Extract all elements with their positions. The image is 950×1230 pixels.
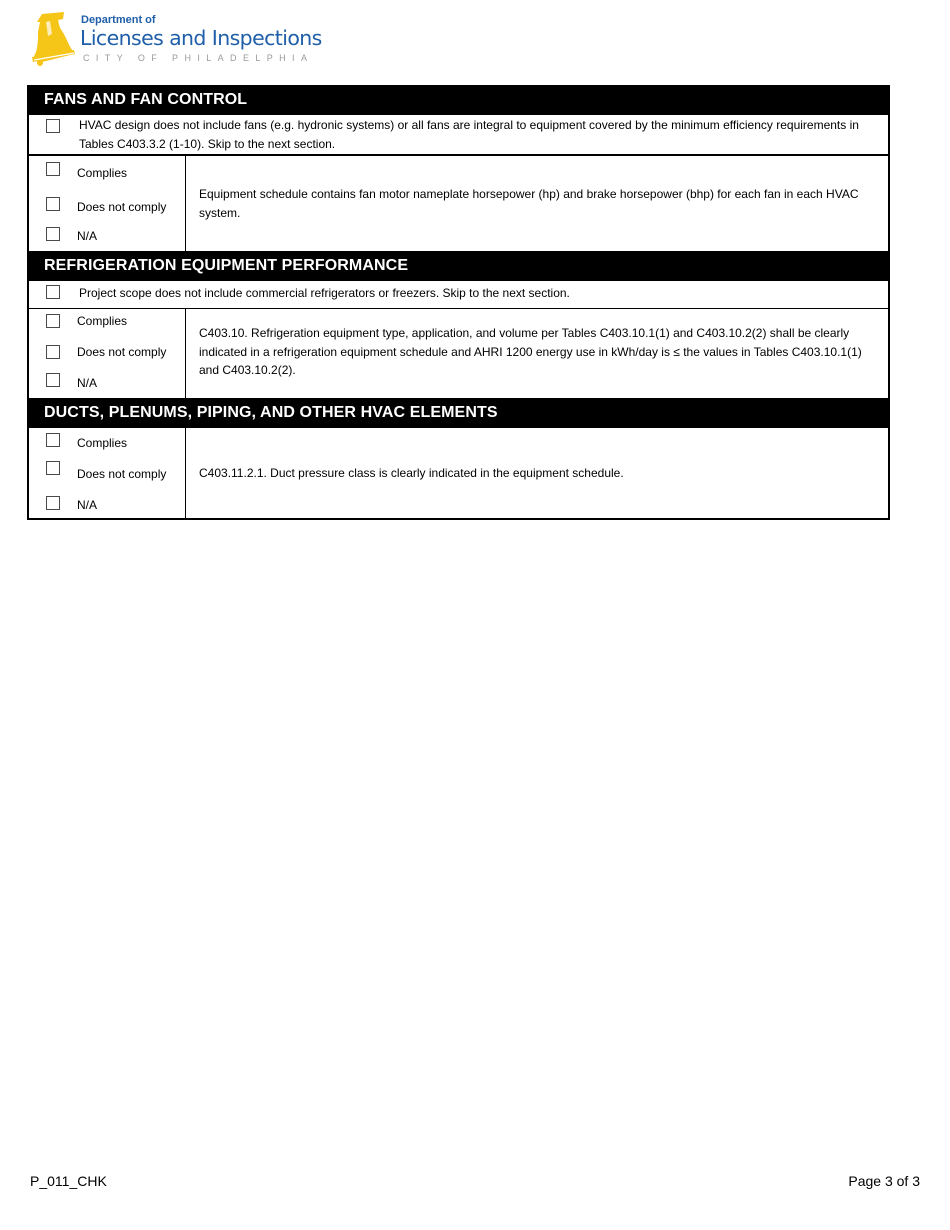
options-fans xyxy=(29,156,186,251)
option-does-not-comply-fans[interactable] xyxy=(46,197,166,214)
liberty-bell-icon xyxy=(28,10,78,66)
label-na: N/A xyxy=(77,498,98,512)
label-complies: Complies xyxy=(77,166,128,180)
option-na-fans[interactable] xyxy=(46,227,97,243)
label-complies: Complies xyxy=(77,314,128,328)
checkbox-complies[interactable] xyxy=(46,314,60,328)
option-complies-ducts[interactable] xyxy=(46,433,127,450)
label-na: N/A xyxy=(77,376,98,390)
options-refrigeration xyxy=(29,309,186,398)
checkbox-complies[interactable] xyxy=(46,433,60,447)
option-complies-fans[interactable] xyxy=(46,162,127,180)
item-text-fans: Equipment schedule contains fan motor nameplate horsepower (hp) and brake horsepower (bhp) for each fan in each HVAC system. xyxy=(199,187,859,220)
footer-page-number: Page 3 of 3 xyxy=(848,1173,920,1189)
section-header-refrigeration: REFRIGERATION EQUIPMENT PERFORMANCE xyxy=(29,251,888,281)
option-complies-refrigeration[interactable] xyxy=(46,314,127,328)
checkbox-na[interactable] xyxy=(46,373,60,387)
logo-department-text: Department of xyxy=(81,14,156,26)
item-row-refrigeration xyxy=(29,309,888,398)
item-row-ducts xyxy=(29,428,888,518)
label-na: N/A xyxy=(77,229,98,243)
option-does-not-comply-ducts[interactable] xyxy=(46,461,166,481)
label-does-not-comply: Does not comply xyxy=(77,200,167,214)
checkbox-complies[interactable] xyxy=(46,162,60,176)
option-na-refrigeration[interactable] xyxy=(46,373,97,390)
skip-text-refrigeration: Project scope does not include commercial refrigerators or freezers. Skip to the next section. xyxy=(79,286,570,300)
li-logo xyxy=(28,8,328,68)
logo-title-text: Licenses and Inspections xyxy=(80,26,322,50)
item-text-ducts: C403.11.2.1. Duct pressure class is clearly indicated in the equipment schedule. xyxy=(199,465,624,480)
label-does-not-comply: Does not comply xyxy=(77,345,167,359)
option-does-not-comply-refrigeration[interactable] xyxy=(46,345,166,359)
options-ducts xyxy=(29,428,186,518)
option-na-ducts[interactable] xyxy=(46,496,97,512)
item-row-fans xyxy=(29,156,888,251)
label-does-not-comply: Does not comply xyxy=(77,467,167,481)
footer-form-id: P_011_CHK xyxy=(30,1173,107,1189)
section-header-fans: FANS AND FAN CONTROL xyxy=(29,85,888,115)
item-text-refrigeration: C403.10. Refrigeration equipment type, application, and volume per Tables C403.10.1(1) and C403.10.2(2) shall be clearly indicated in a refrigeration equipment schedule and AHRI 1200 energy use in kWh/day is ≤ the values in Tables C403.10.1(1) and C403.10.2(2). xyxy=(199,326,862,377)
checkbox-na[interactable] xyxy=(46,227,60,241)
label-complies: Complies xyxy=(77,436,128,450)
hvac-checklist-form xyxy=(27,85,890,520)
skip-row-refrigeration xyxy=(29,281,888,309)
checkbox-na[interactable] xyxy=(46,496,60,510)
skip-checkbox-refrigeration[interactable] xyxy=(46,285,60,299)
checkbox-does-not-comply[interactable] xyxy=(46,461,60,475)
skip-row-fans xyxy=(29,115,888,156)
skip-checkbox-fans[interactable] xyxy=(46,119,60,133)
section-header-ducts: DUCTS, PLENUMS, PIPING, AND OTHER HVAC ELEMENTS xyxy=(29,398,888,428)
checkbox-does-not-comply[interactable] xyxy=(46,345,60,359)
logo-city-text: CITY OF PHILADELPHIA xyxy=(83,53,314,63)
checkbox-does-not-comply[interactable] xyxy=(46,197,60,211)
skip-text-fans: HVAC design does not include fans (e.g. hydronic systems) or all fans are integral to equipment covered by the minimum efficiency requirements in Tables C403.3.2 (1-10). Skip to the next section. xyxy=(79,118,859,151)
